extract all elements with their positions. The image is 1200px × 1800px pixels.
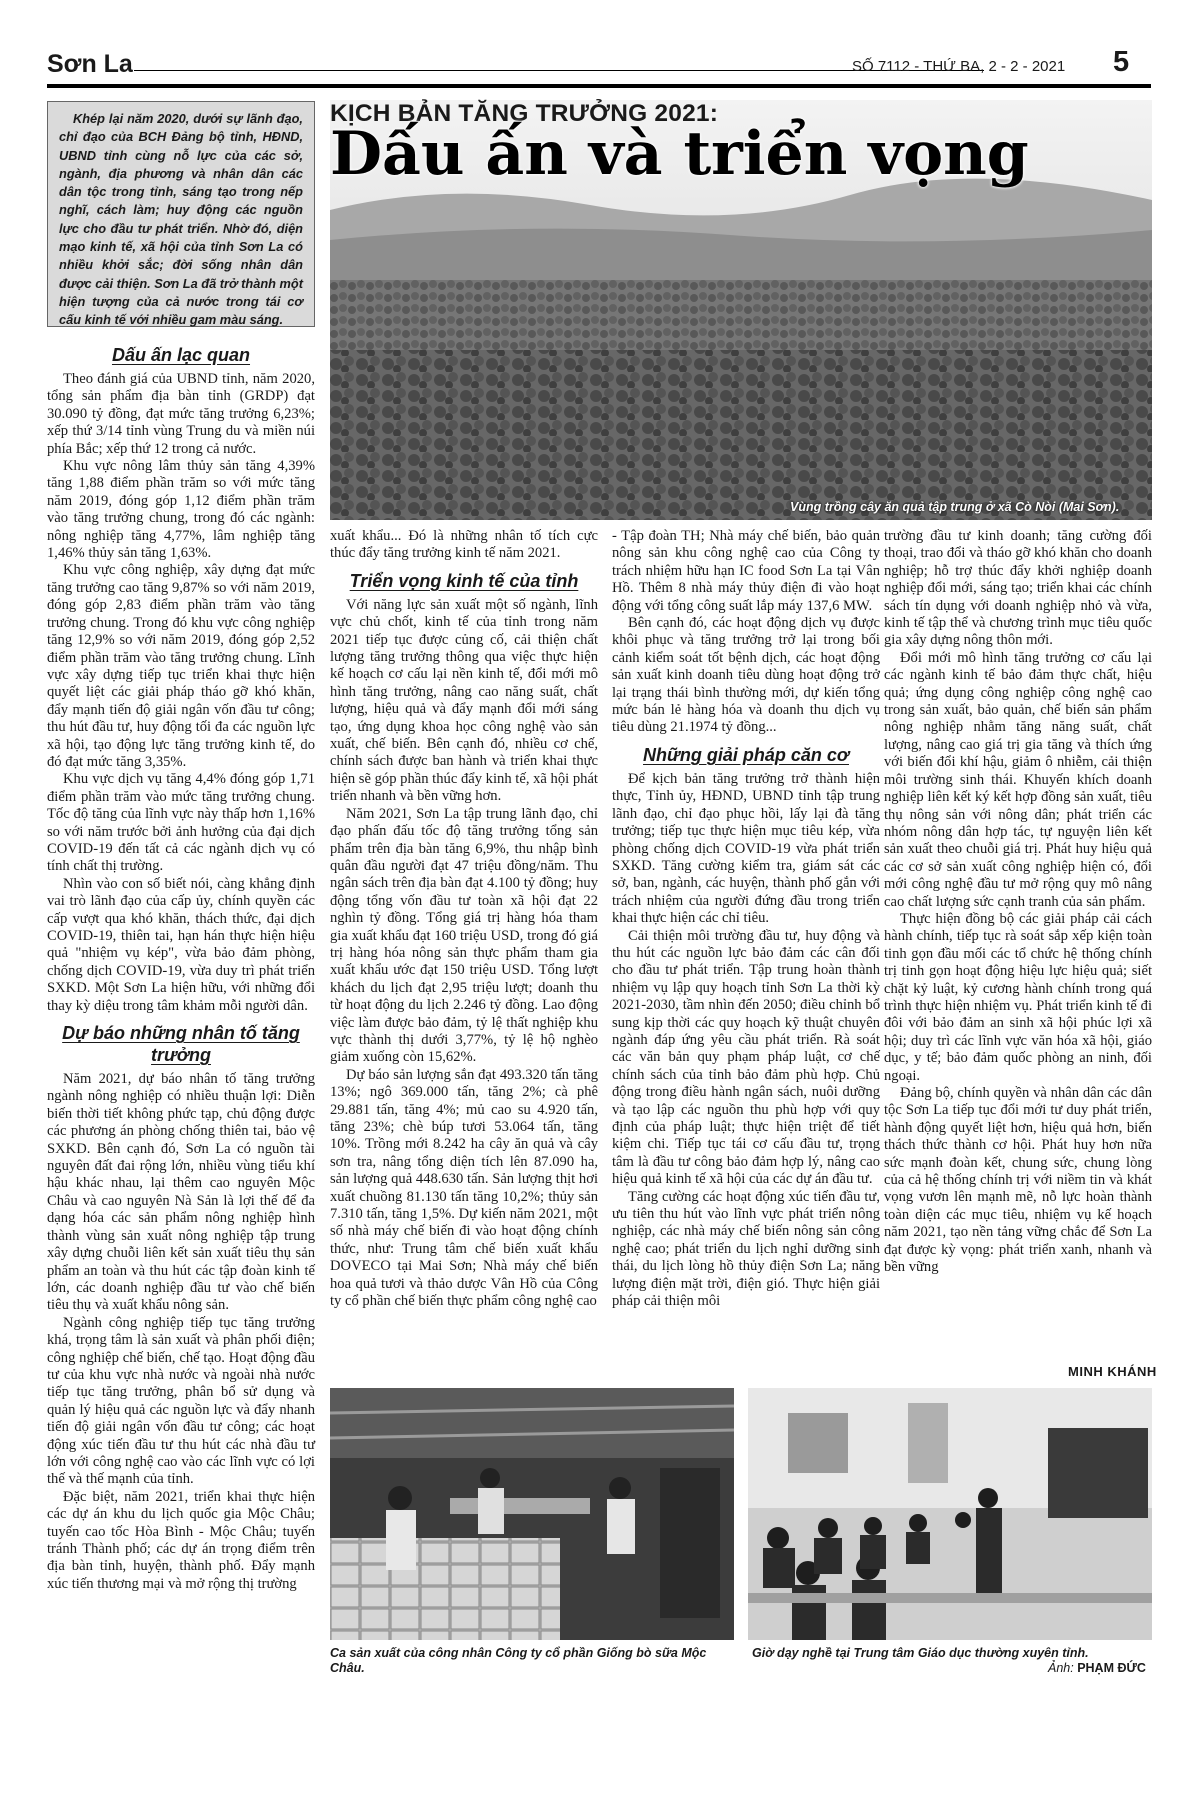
section-name: Sơn La	[47, 50, 133, 78]
paragraph: Dự báo sản lượng sắn đạt 493.320 tấn tăng 13%; ngô 369.000 tấn, tăng 2%; cà phê 29.881 tấn, tăng 4%; mủ cao su 4.920 tấn, tăng 23%; chè búp tươi 53.064 tấn, tăng 10%. Trồng mới 8.242 ha cây ăn quả và cây sơn tra, nâng tổng diện tích lên 87.090 ha, sản lượng quả 448.630 tấn. Sản lượng thịt hơi xuất chuồng 81.130 tấn tăng 10,2%; thủy sản 7.310 tấn, tăng 1,5%. Dự kiến năm 2021, một số nhà máy chế biến đi vào hoạt động chính thức, như: Trung tâm chế biến xuất khẩu DOVECO tại Mai Sơn; Nhà máy chế biến hoa quả tươi và thảo dược Vân Hồ của Công ty cổ phần chế biến thực phẩm công nghệ cao	[330, 1066, 598, 1310]
paragraph: Ngành công nghiệp tiếp tục tăng trưởng khá, trọng tâm là sản xuất và phân phối điện; công nghiệp chế biến, chế tạo. Hoạt động đầu tư của khu vực nhà nước và ngoài nhà nước tiếp tục tăng trưởng, phân bổ sử dụng và quản lý hiệu quả các nguồn lực và đẩy nhanh tiến độ giải ngân vốn đầu tư công; các hoạt động xúc tiến đầu tư thu hút các nhà đầu tư lớn với công nghệ cao vào các lĩnh vực có lợi thế và thế mạnh của tỉnh.	[47, 1314, 315, 1488]
heading-dau-an-lac-quan: Dấu ấn lạc quan	[111, 345, 251, 365]
paragraph: Năm 2021, Sơn La tập trung lãnh đạo, chỉ đạo phấn đấu tốc độ tăng trưởng tổng sản phẩm trên địa bàn tăng 6,9%, thu nhập bình quân đầu người đạt 47 triệu đồng/năm. Thu ngân sách trên địa bàn đạt 4.100 tỷ đồng; huy động tổng vốn đầu tư toàn xã hội đạt 22 nghìn tỷ đồng. Tổng giá trị hàng hóa tham gia xuất khẩu đạt 160 triệu USD, trong đó giá trị hàng hóa nông sản thực phẩm tham gia xuất khẩu ước đạt 150 triệu USD. Tổng lượt khách du lịch đạt 2,95 triệu lượt; doanh thu từ hoạt động du lịch 2.246 tỷ đồng. Lao động việc làm được bảo đảm, tỷ lệ thất nghiệp khu vực thành thị dưới 3,77%, tỷ lệ hộ nghèo giảm xuống còn 15,62%.	[330, 805, 598, 1066]
paragraph: Khu vực nông lâm thủy sản tăng 4,39% tăng 1,88 điểm phần trăm so với mức tăng năm 2019, đóng góp 1,12 điểm phần trăm vào tăng trưởng chung, trong đó các ngành: nông nghiệp tăng 4,77%, lâm nghiệp tăng 1,46% thủy sản tăng 1,63%.	[47, 458, 315, 562]
classroom-photo	[748, 1388, 1152, 1640]
article-title: Dấu ấn và triển vọng	[330, 119, 1029, 189]
main-photo-caption: Vùng trồng cây ăn quả tập trung ở xã Cò Nòi (Mai Sơn).	[790, 500, 1120, 514]
column-3	[612, 528, 880, 1310]
photo-credit	[1048, 1661, 1146, 1675]
paragraph: xuất khẩu... Đó là những nhân tố tích cực thúc đẩy tăng trưởng kinh tế năm 2021.	[330, 528, 598, 562]
column-2	[330, 528, 598, 1310]
paragraph: Đổi mới mô hình tăng trưởng cơ cấu lại các ngành kinh tế bảo đảm thực chất, hiệu quả; ứng dụng công nghiệp công nghệ cao trong sản xuất, bảo quản, chế biến sản phẩm nông nghiệp nhằm tăng năng suất, chất lượng, nâng cao giá trị gia tăng và thích ứng với biến đổi khí hậu, giảm ô nhiễm, cải thiện môi trường sinh thái. Khuyến khích doanh nghiệp liên kết ký kết hợp đồng sản xuất, tiêu thụ nông sản với nông dân; phát triển các nhóm nông dân hợp tác, tự nguyện liên kết sản xuất theo chuỗi giá trị. Phát huy hiệu quả các cơ sở sản xuất công nghiệp hiện có, đổi mới công nghệ đầu tư mở rộng quy mô nâng cao chất lượng sức cạnh tranh của sản phẩm.	[884, 649, 1152, 910]
lead-text: Khép lại năm 2020, dưới sự lãnh đạo, chỉ đạo của BCH Đảng bộ tỉnh, HĐND, UBND tỉnh cùng nỗ lực của các sở, ngành, địa phương và nhân dân các dân tộc trong tỉnh, sáng tạo trong nếp nghĩ, cách làm; huy động các nguồn lực cho đầu tư phát triển. Nhờ đó, diện mạo kinh tế, xã hội của tỉnh Sơn La có nhiều khởi sắc; đời sống nhân dân được cải thiện. Sơn La đã trở thành một hiện tượng của cả nước trong tái cơ cấu kinh tế với nhiều gam màu sáng.	[59, 111, 303, 328]
photo-credit-name: PHẠM ĐỨC	[1077, 1661, 1146, 1675]
factory-caption: Ca sản xuất của công nhân Công ty cổ phần Giống bò sữa Mộc Châu.	[330, 1646, 707, 1675]
paragraph: Thực hiện đồng bộ các giải pháp cải cách hành chính, tiếp tục rà soát sắp xếp kiện toàn tinh gọn đầu mối các tổ chức hệ thống chính trị tinh gọn hoạt động hiệu lực hiệu quả; siết chặt kỷ luật, kỷ cương hành chính trong quá trình thực hiện nhiệm vụ. Phát triển kinh tế đi đôi với bảo đảm an sinh xã hội phúc lợi xã hội; duy trì các lĩnh vực văn hóa xã hội, giáo dục, y tế; bảo đảm quốc phòng an ninh, đối ngoại.	[884, 910, 1152, 1084]
paragraph: Với năng lực sản xuất một số ngành, lĩnh vực chủ chốt, kinh tế của tỉnh trong năm 2021 tiếp tục được củng cố, cải thiện chất lượng tăng trưởng thông qua việc thực hiện kế hoạch cơ cấu lại nền kinh tế, đổi mới mô hình tăng trưởng, nâng cao năng suất, chất lượng, hiệu quả và đẩy mạnh đổi mới sáng tạo, ứng dụng khoa học công nghệ vào sản xuất, chế biến. Bên cạnh đó, nhiều cơ chế, chính sách được ban hành và triển khai thực hiện sẽ góp phần thúc đẩy kinh tế, xã hội phát triển nhanh và bền vững hơn.	[330, 596, 598, 805]
factory-workers-image	[330, 1388, 734, 1640]
column-1	[47, 337, 315, 1593]
paragraph: Năm 2021, dự báo nhân tố tăng trưởng ngành nông nghiệp có nhiều thuận lợi: Diễn biến thời tiết không phức tạp, chủ động được các phương án phòng chống thiên tai, bảo vệ SXKD. Bên cạnh đó, Sơn La có nguồn tài nguyên đất đai rộng lớn, nhiều vùng tiểu khí hậu khác nhau, lại thêm cao nguyên Mộc Châu và cao nguyên Nà Sản là lợi thế để đa dạng hóa các sản phẩm nông nghiệp hình thành vùng sản xuất nông nghiệp tập trung xây dựng chuỗi liên kết sản xuất tiêu thụ sản phẩm an toàn và thu hút các tập đoàn kinh tế lớn, các doanh nghiệp đầu tư vào chế biến tiêu thụ và xuất khẩu nông sản.	[47, 1071, 315, 1314]
paragraph: Đặc biệt, năm 2021, triển khai thực hiện các dự án khu du lịch quốc gia Mộc Châu; tuyến cao tốc Hòa Bình - Mộc Châu; tuyến tránh Thành phố; các dự án trọng điểm trên địa bàn tỉnh, huyện, thành phố. Đẩy mạnh xúc tiến thương mại và mở rộng thị trường	[47, 1488, 315, 1592]
heading-du-bao: Dự báo những nhân tố tăng trưởng	[62, 1023, 300, 1066]
paragraph: Theo đánh giá của UBND tỉnh, năm 2020, tổng sản phẩm địa bàn tỉnh (GRDP) đạt 30.090 tỷ đồng, đạt mức tăng trưởng 6,23%; xếp thứ 3/14 tỉnh vùng Trung du và miền núi phía Bắc; xếp thứ 12 trong cả nước.	[47, 371, 315, 457]
vocational-class-image	[748, 1388, 1152, 1640]
heading-trien-vong: Triển vọng kinh tế của tỉnh	[349, 570, 579, 591]
class-caption: Giờ dạy nghề tại Trung tâm Giáo dục thường xuyên tỉnh.	[752, 1646, 1089, 1660]
paragraph: Để kịch bản tăng trưởng trở thành hiện thực, Tỉnh ủy, HĐND, UBND tỉnh tập trung lãnh đạo, chỉ đạo phục hồi, lấy lại đà tăng trưởng; tiếp tục thực hiện mục tiêu kép, vừa phòng chống dịch COVID-19 vừa phát triển SXKD. Tăng cường kiểm tra, giám sát các sở, ban, ngành, các huyện, thành phố gắn với trách nhiệm của người đứng đầu trong triển khai thực hiện các chỉ tiêu.	[612, 770, 880, 927]
paragraph: Nhìn vào con số biết nói, càng khẳng định vai trò lãnh đạo của cấp ủy, chính quyền các cấp vượt qua khó khăn, thách thức, đại dịch COVID-19, thiên tai, hạn hán thực hiện hiệu quả "nhiệm vụ kép", vừa bảo đảm phòng, chống dịch COVID-19, vừa duy trì phát triển SXKD. Một Sơn La hiện hữu, với những đổi thay kỳ diệu trong tâm khảm mỗi người dân.	[47, 875, 315, 1014]
paragraph: Bên cạnh đó, các hoạt động dịch vụ được khôi phục và tăng trưởng trở lại trong bối cảnh kiểm soát tốt bệnh dịch, các hoạt động sản xuất kinh doanh tiêu dùng hoạt động trở lại trạng thái bình thường mới, dự kiến tổng mức bán lẻ hàng hóa và doanh thu dịch vụ tiêu dùng 21.1974 tỷ đồng...	[612, 615, 880, 736]
paragraph: Khu vực dịch vụ tăng 4,4% đóng góp 1,71 điểm phần trăm vào mức tăng trưởng chung. Tốc độ tăng của lĩnh vực này thấp hơn 1,16% so với năm trước bởi ảnh hưởng của đại dịch COVID-19 đến tất cả các ngành dịch vụ có tính chất thị trường.	[47, 771, 315, 875]
paragraph: Cải thiện môi trường đầu tư, huy động và thu hút các nguồn lực bảo đảm các cân đối cho đầu tư phát triển. Tập trung hoàn thành nhiệm vụ lập quy hoạch tỉnh Sơn La thời kỳ 2021-2030, tầm nhìn đến 2050; điều chỉnh bổ sung kịp thời các quy hoạch kỹ thuật chuyên ngành đáp ứng yêu cầu phát triển. Rà soát các văn bản quy phạm pháp luật, cơ chế chính sách của tỉnh bảo đảm phù hợp. Chủ động trong điều hành ngân sách, nuôi dưỡng và tạo lập các nguồn thu phù hợp với quy định của pháp luật; thực hiện triệt để tiết kiệm chi. Tiếp tục tái cơ cấu đầu tư, trọng tâm là đầu tư công bảo đảm hợp lý, nâng cao hiệu quả kinh tế xã hội của các dự án đầu tư.	[612, 927, 880, 1188]
issue-info: SỐ 7112 - THỨ BA, 2 - 2 - 2021	[852, 58, 1066, 75]
header-rule-thick	[47, 84, 1151, 88]
paragraph: Đảng bộ, chính quyền và nhân dân các dân tộc Sơn La tiếp tục đổi mới tư duy phát triển, hành động quyết liệt hơn, hiệu quả hơn, biến thách thức thành cơ hội. Phát huy hơn nữa sức mạnh đoàn kết, chung sức, chung lòng của cả hệ thống chính trị với niềm tin và khát vọng vươn lên mạnh mẽ, nỗ lực hoàn thành toàn diện các mục tiêu, nhiệm vụ kế hoạch năm 2021, tạo nền tảng vững chắc để Sơn La đạt được kỳ vọng: phát triển xanh, nhanh và bền vững	[884, 1085, 1152, 1276]
paragraph: - Tập đoàn TH; Nhà máy chế biến, bảo quản nông sản khu công nghệ cao của Công ty trách nhiệm hữu hạn IC food Sơn La tại Vân Hồ. Thêm 8 nhà máy thủy điện đi vào hoạt động với tổng công suất lắp máy 137,6 MW.	[612, 528, 880, 614]
heading-giai-phap: Những giải pháp căn cơ	[643, 744, 849, 765]
article-kicker: KỊCH BẢN TĂNG TRƯỞNG 2021:	[330, 100, 719, 127]
column-4	[884, 528, 1152, 1276]
paragraph: Khu vực công nghiệp, xây dựng đạt mức tăng trưởng cao tăng 9,87% so với năm 2019, đóng góp 2,83 điểm phần trăm vào tăng trưởng chung. Trong đó khu vực công nghiệp tăng 12,9% so với năm 2019, đóng góp 2,52 điểm phần trăm vào tăng trưởng chung. Lĩnh vực xây dựng tiếp tục triển khai thực hiện quyết liệt các giải pháp tháo gỡ khó khăn, đẩy mạnh tiến độ giải ngân vốn đầu tư công; thu hút đầu tư, huy động tối đa các nguồn lực xã hội, tạo động lực tăng trưởng kinh tế, do đó đạt mức tăng 3,35%.	[47, 562, 315, 770]
factory-photo	[330, 1388, 734, 1640]
author-byline: MINH KHÁNH	[1068, 1364, 1157, 1379]
lead-box	[47, 101, 315, 327]
photo-credit-prefix: Ảnh:	[1048, 1661, 1078, 1675]
page-number: 5	[1113, 46, 1130, 78]
paragraph: Tăng cường các hoạt động xúc tiến đầu tư, ưu tiên thu hút vào lĩnh vực phát triển nông nghiệp, các nhà máy chế biến nông sản công nghệ cao; phát triển du lịch nghỉ dưỡng sinh thái, du lịch lòng hồ thủy điện Sơn La; năng lượng điện mặt trời, điện gió. Thực hiện giải pháp cải thiện môi	[612, 1188, 880, 1310]
paragraph: trường đầu tư kinh doanh; tăng cường đối thoại, trao đổi và tháo gỡ khó khăn cho doanh nghiệp; hỗ trợ thúc đẩy khởi nghiệp doanh nghiệp đổi mới, sáng tạo; triển khai các chính sách tín dụng với doanh nghiệp nhỏ và vừa, kinh tế tập thể và chương trình mục tiêu quốc gia xây dựng nông thôn mới.	[884, 528, 1152, 649]
